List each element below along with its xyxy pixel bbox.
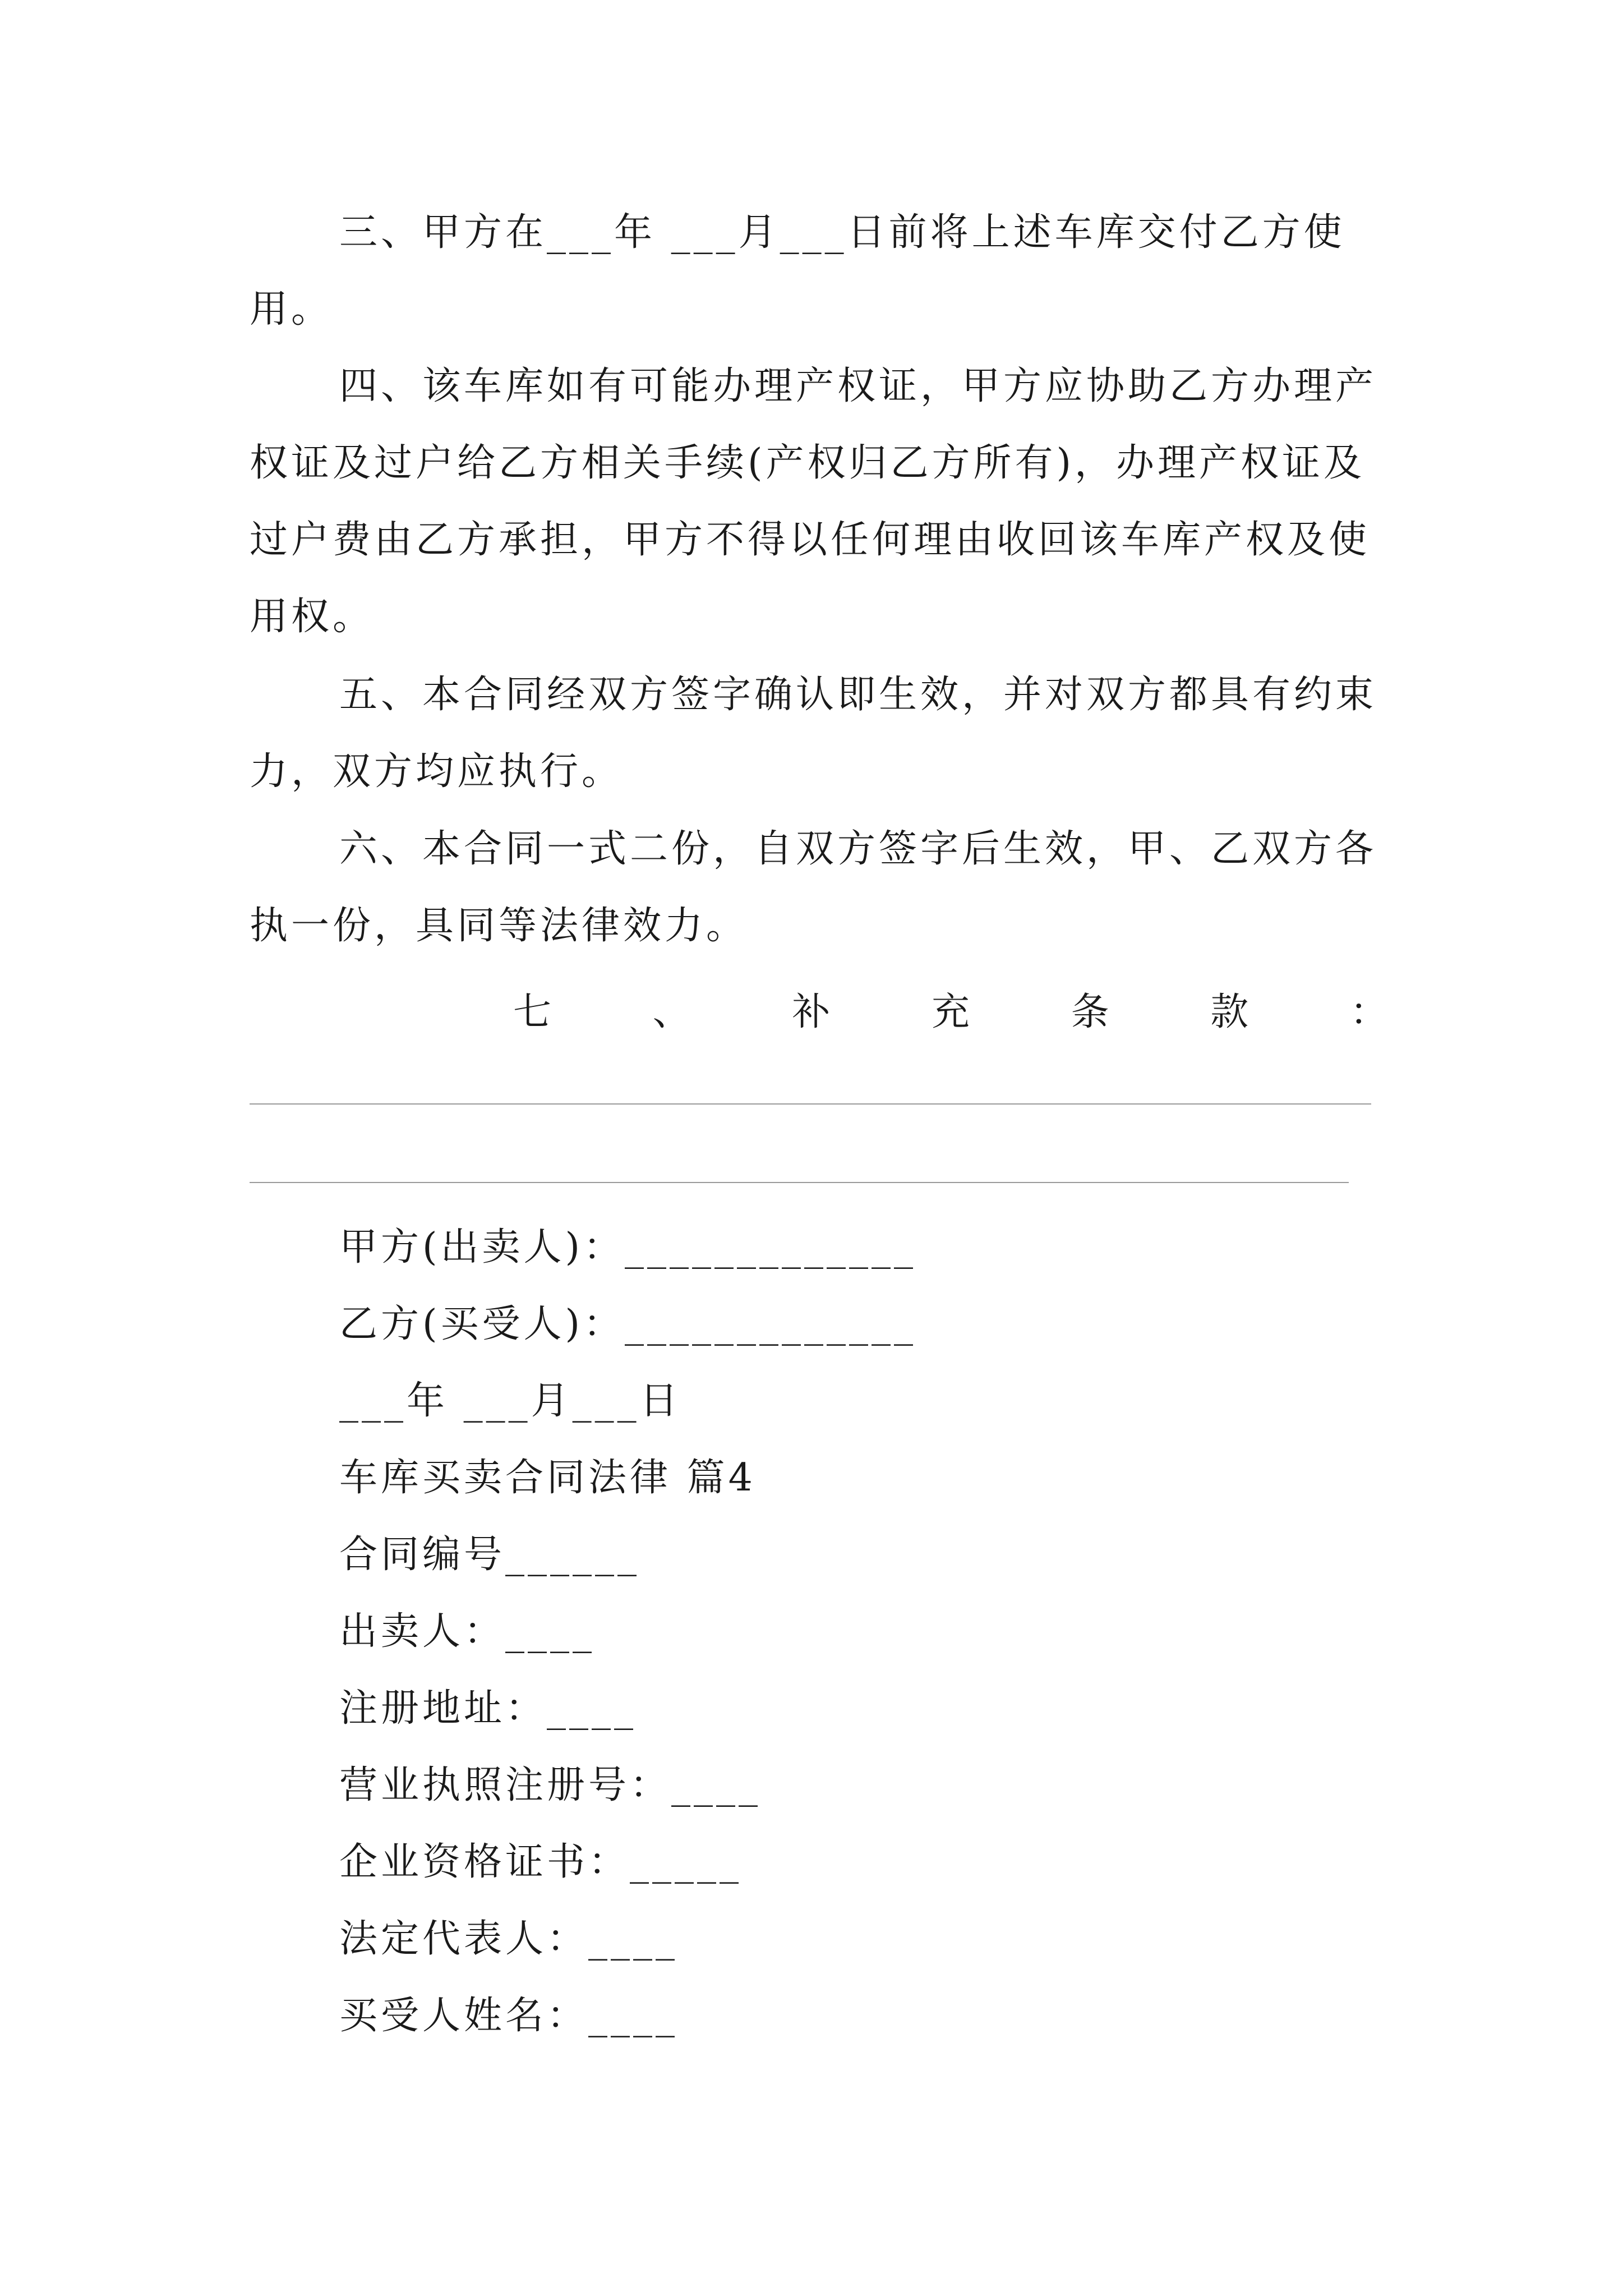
clause-7-char: 补	[792, 990, 831, 1034]
clause-7-char: 款	[1210, 990, 1249, 1034]
clause-5: 五、本合同经双方签字确认即生效，并对双方都具有约束力，双方均应执行。	[250, 673, 1377, 794]
contract-number: 合同编号______	[339, 1533, 640, 1577]
clause-4: 四、该车库如有可能办理产权证，甲方应协助乙方办理产权证及过户给乙方相关手续(产权归乙方所有)，办理产权证及过户费由乙方承担，甲方不得以任何理由收回该车库产权及使用权。	[250, 364, 1377, 639]
enterprise-qualification-field: 企业资格证书：_____	[339, 1840, 743, 1884]
clause-7-char: ：	[1349, 990, 1388, 1034]
section-title: 车库买卖合同法律 篇4	[339, 1456, 756, 1500]
clause-7-char: 七	[513, 990, 552, 1034]
clause-7-char: 、	[652, 990, 691, 1034]
signing-date: ___年 ___月___日	[339, 1379, 681, 1423]
seller-field: 出卖人：____	[339, 1609, 596, 1654]
clause-3: 三、甲方在___年 ___月___日前将上述车库交付乙方使用。	[250, 210, 1345, 332]
party-a-signature: 甲方(出卖人)：_____________	[339, 1225, 917, 1269]
clause-7-heading	[513, 974, 1388, 1051]
registered-address-field: 注册地址：____	[339, 1686, 637, 1731]
clause-7-char: 条	[1071, 990, 1109, 1034]
business-license-field: 营业执照注册号：____	[339, 1763, 762, 1807]
supplement-blank-line-1	[250, 1103, 1371, 1105]
legal-representative-field: 法定代表人：____	[339, 1917, 679, 1961]
party-b-signature: 乙方(买受人)：_____________	[339, 1302, 917, 1346]
buyer-name-field: 买受人姓名：____	[339, 1994, 679, 2038]
clause-6: 六、本合同一式二份，自双方签字后生效，甲、乙双方各执一份，具同等法律效力。	[250, 827, 1377, 948]
clause-7-char: 充	[931, 990, 970, 1034]
supplement-blank-line-2	[250, 1182, 1349, 1183]
